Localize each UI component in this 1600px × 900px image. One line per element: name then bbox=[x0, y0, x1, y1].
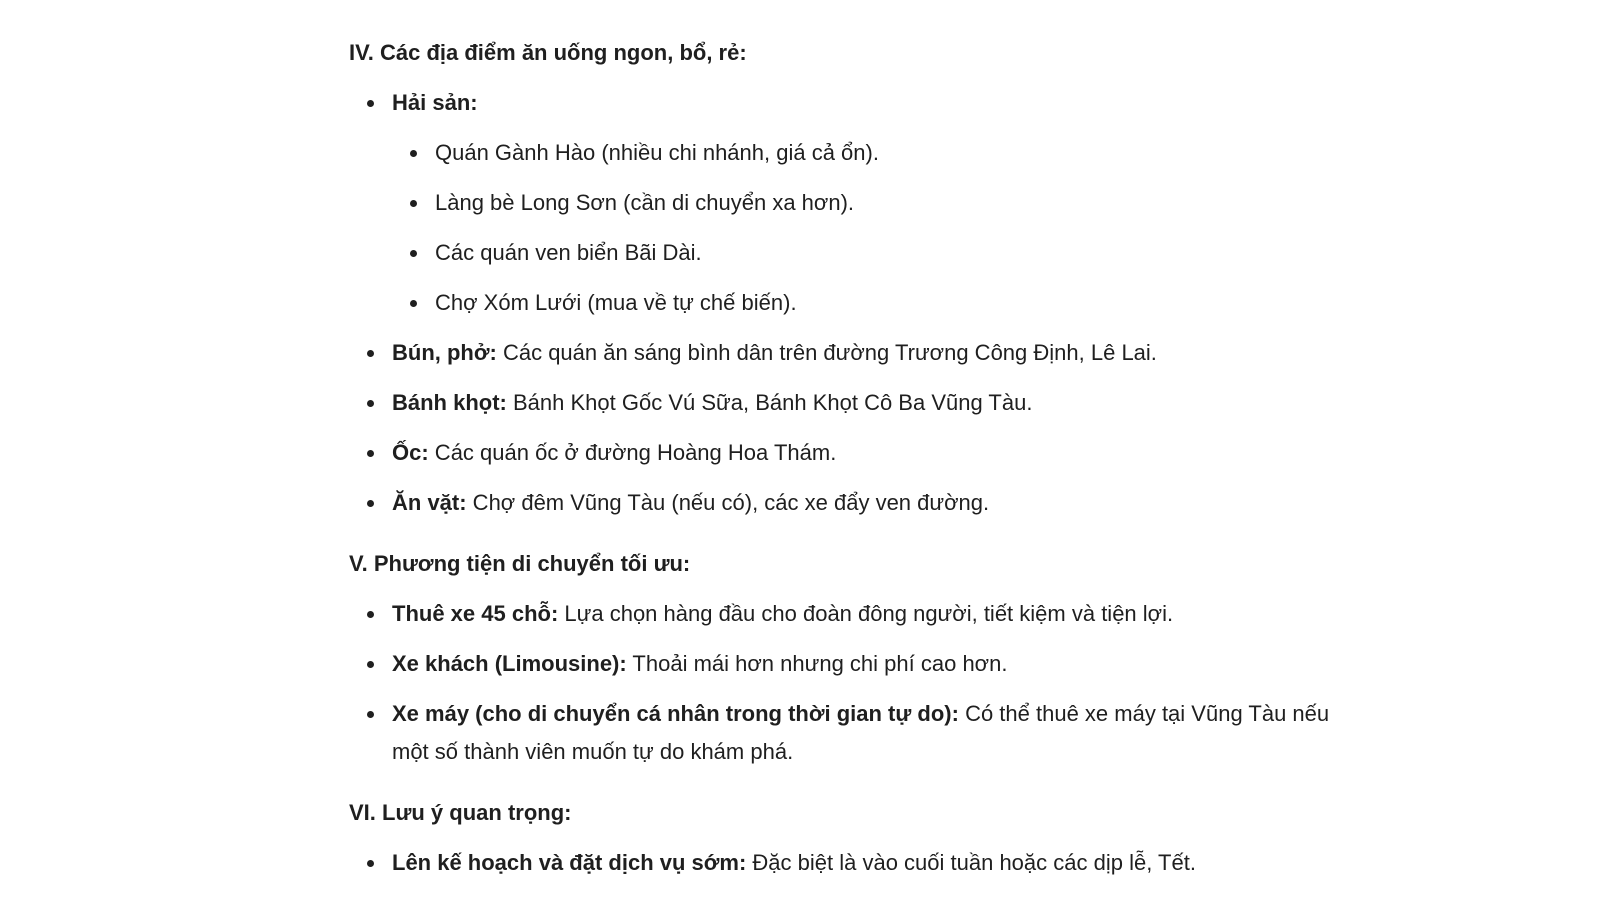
seafood-sublist bbox=[392, 134, 1349, 322]
list-item bbox=[349, 844, 1349, 882]
sub-list-item: Quán Gành Hào (nhiều chi nhánh, giá cả ổn). bbox=[392, 134, 1349, 172]
list-item bbox=[349, 334, 1349, 372]
list-item bbox=[349, 84, 1349, 322]
item-label: Thuê xe 45 chỗ: bbox=[392, 601, 559, 626]
item-text: Thoải mái hơn nhưng chi phí cao hơn. bbox=[626, 651, 1008, 676]
sub-list-item: Chợ Xóm Lưới (mua về tự chế biến). bbox=[392, 284, 1349, 322]
list-item bbox=[349, 645, 1349, 683]
item-label: Hải sản: bbox=[392, 90, 478, 115]
list-item bbox=[349, 434, 1349, 472]
item-text: Bánh Khọt Gốc Vú Sữa, Bánh Khọt Cô Ba Vũng Tàu. bbox=[506, 390, 1033, 415]
section-heading-transport: V. Phương tiện di chuyển tối ưu: bbox=[349, 551, 691, 576]
list-item bbox=[349, 384, 1349, 422]
food-list bbox=[349, 84, 1349, 522]
list-item bbox=[349, 595, 1349, 633]
transport-list bbox=[349, 595, 1349, 771]
item-text: Đặc biệt là vào cuối tuần hoặc các dịp lễ, Tết. bbox=[746, 850, 1196, 875]
item-label: Bún, phở: bbox=[392, 340, 497, 365]
item-text: Các quán ăn sáng bình dân trên đường Trương Công Định, Lê Lai. bbox=[496, 340, 1157, 365]
item-label: Ốc: bbox=[392, 440, 429, 465]
item-text: Các quán ốc ở đường Hoàng Hoa Thám. bbox=[428, 440, 837, 465]
section-heading-food: IV. Các địa điểm ăn uống ngon, bổ, rẻ: bbox=[349, 40, 747, 65]
item-text: Chợ đêm Vũng Tàu (nếu có), các xe đẩy ven đường. bbox=[466, 490, 990, 515]
sub-list-item: Làng bè Long Sơn (cần di chuyển xa hơn). bbox=[392, 184, 1349, 222]
sub-list-item: Các quán ven biển Bãi Dài. bbox=[392, 234, 1349, 272]
notes-list bbox=[349, 844, 1349, 882]
item-label: Lên kế hoạch và đặt dịch vụ sớm: bbox=[392, 850, 747, 875]
item-label: Xe máy (cho di chuyển cá nhân trong thời gian tự do): bbox=[392, 701, 959, 726]
item-label: Xe khách (Limousine): bbox=[392, 651, 627, 676]
section-heading-notes: VI. Lưu ý quan trọng: bbox=[349, 800, 572, 825]
item-label: Bánh khọt: bbox=[392, 390, 507, 415]
list-item bbox=[349, 695, 1349, 771]
document-body bbox=[349, 34, 1349, 882]
list-item bbox=[349, 484, 1349, 522]
item-text: Lựa chọn hàng đầu cho đoàn đông người, tiết kiệm và tiện lợi. bbox=[558, 601, 1174, 626]
item-label: Ăn vặt: bbox=[392, 490, 467, 515]
item-text: Có thể thuê xe máy tại Vũng Tàu nếu một số thành viên muốn tự do khám phá. bbox=[392, 701, 1330, 764]
